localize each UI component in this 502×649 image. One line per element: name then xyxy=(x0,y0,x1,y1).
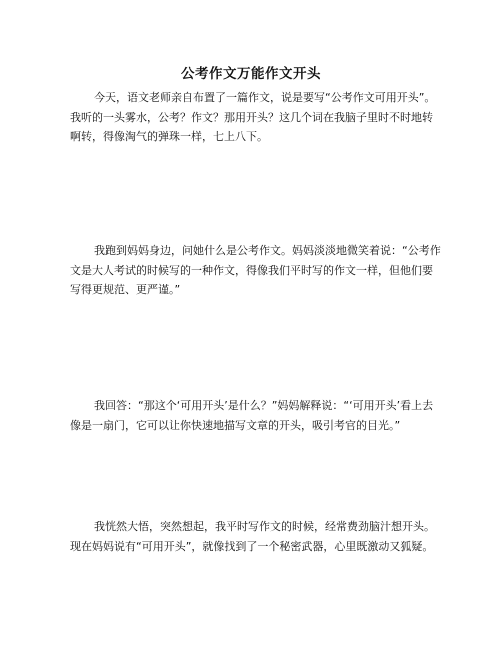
document-title: 公考作文万能作文开头 xyxy=(181,66,321,82)
paragraph-1: 今天，语文老师亲自布置了一篇作文，说是要写“公考作文可用开头”。我听的一头雾水，公考？作文？那用开头？这几个词在我脑子里时不时地转啊转，得像淘气的弹珠一样，七上八下。 xyxy=(70,91,436,144)
paragraph-3: 我回答：“那这个‘可用开头’是什么？”妈妈解释说：“‘可用开头’看上去像是一扇门，它可以让你快速地描写文章的开头，吸引考官的目光。” xyxy=(70,399,434,432)
paragraph-2: 我跑到妈妈身边，问她什么是公考作文。妈妈淡淡地微笑着说：“公考作文是大人考试的时候写的一种作文，得像我们平时写的作文一样，但他们要写得更规范、更严谨。” xyxy=(70,244,441,297)
paragraph-4: 我恍然大悟，突然想起，我平时写作文的时候，经常费劲脑汁想开头。现在妈妈说有“可用开头”，就像找到了一个秘密武器，心里既激动又狐疑。 xyxy=(70,520,435,553)
